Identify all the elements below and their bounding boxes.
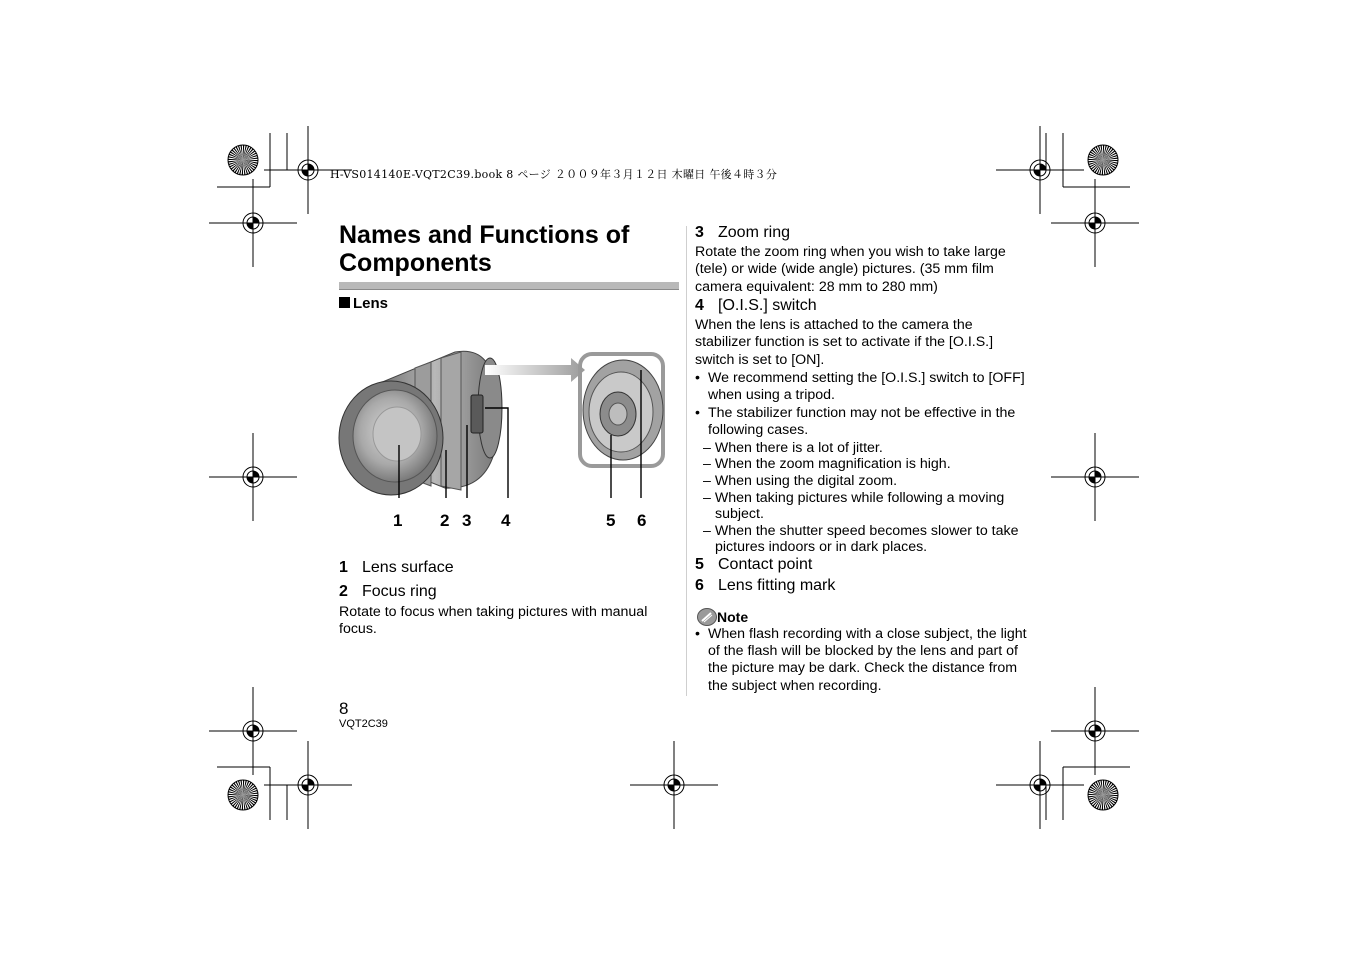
note-heading xyxy=(697,608,748,626)
item-label: [O.I.S.] switch xyxy=(718,297,817,314)
registration-crosshair xyxy=(996,741,1084,829)
focus-ring-description: Rotate to focus when taking pictures with manual focus. xyxy=(339,604,648,638)
item-number: 3 xyxy=(695,224,704,241)
item-number: 1 xyxy=(339,559,348,576)
case-item: – When using the digital zoom. xyxy=(703,473,898,489)
registration-crosshair xyxy=(630,741,718,829)
callout-6: 6 xyxy=(637,511,647,530)
item-number: 2 xyxy=(339,583,348,600)
item-lens-surface xyxy=(339,559,454,577)
lens-illustration xyxy=(335,340,675,540)
file-header-line: H-VS014140E-VQT2C39.book 8 ページ ２００９年３月１２日 木曜日 午後４時３分 xyxy=(330,168,778,181)
section-heading-label: Lens xyxy=(353,295,389,312)
item-number: 4 xyxy=(695,297,704,314)
bullet-dot-icon: • xyxy=(695,405,700,421)
callout-4: 4 xyxy=(501,511,511,530)
item-zoom-ring xyxy=(695,224,790,242)
note-label: Note xyxy=(717,609,749,625)
square-bullet-icon xyxy=(339,297,350,308)
section-heading xyxy=(339,295,388,312)
column-divider xyxy=(686,226,687,696)
registration-crosshair xyxy=(1051,687,1139,775)
case-item: – When the zoom magnification is high. xyxy=(703,456,951,472)
case-item: – When taking pictures while following a moving subject. xyxy=(703,490,1005,523)
registration-crosshair xyxy=(209,433,297,521)
registration-starburst xyxy=(228,780,258,810)
registration-crosshair xyxy=(1051,433,1139,521)
ois-bullet: • The stabilizer function may not be effective in the following cases. xyxy=(695,405,1016,439)
item-label: Zoom ring xyxy=(718,224,791,241)
callout-2: 2 xyxy=(440,511,450,530)
zoom-ring-description: Rotate the zoom ring when you wish to take large (tele) or wide (wide angle) pictures. (35 mm film camera equivalent: 28 mm to 280 mm) xyxy=(695,244,1006,295)
ois-bullet: • We recommend setting the [O.I.S.] switch to [OFF] when using a tripod. xyxy=(695,370,1025,404)
item-contact-point xyxy=(695,556,812,574)
callout-3: 3 xyxy=(462,511,472,530)
registration-crosshair xyxy=(209,179,297,267)
note-pencil-icon xyxy=(697,608,717,626)
item-lens-fitting-mark xyxy=(695,577,835,595)
item-label: Lens surface xyxy=(362,559,454,576)
page-title: Names and Functions of Components xyxy=(339,221,630,277)
item-label: Contact point xyxy=(718,556,813,573)
case-item: – When the shutter speed becomes slower to take pictures indoors or in dark places. xyxy=(703,523,1019,556)
bullet-dot-icon: • xyxy=(695,370,700,386)
item-ois-switch xyxy=(695,297,817,315)
ois-description: When the lens is attached to the camera the stabilizer function is set to activate if the [O.I.S.] switch is set to [ON]. xyxy=(695,317,994,368)
registration-crosshair xyxy=(209,687,297,775)
case-item: – When there is a lot of jitter. xyxy=(703,440,883,456)
callout-5: 5 xyxy=(606,511,616,530)
note-bullet: • When flash recording with a close subject, the light of the flash will be blocked by the lens and part of the picture may be dark. Check the distance from the subject when recording. xyxy=(695,626,1027,694)
model-code: VQT2C39 xyxy=(339,718,388,730)
title-underline xyxy=(339,282,679,290)
registration-crosshair xyxy=(264,741,352,829)
registration-crosshair xyxy=(996,126,1084,214)
registration-starburst xyxy=(1088,145,1118,175)
item-number: 5 xyxy=(695,556,704,573)
item-label: Focus ring xyxy=(362,583,437,600)
item-label: Lens fitting mark xyxy=(718,577,836,594)
registration-starburst xyxy=(1088,780,1118,810)
registration-starburst xyxy=(228,145,258,175)
item-number: 6 xyxy=(695,577,704,594)
item-focus-ring xyxy=(339,583,437,601)
bullet-dot-icon: • xyxy=(695,626,700,642)
registration-crosshair xyxy=(1051,179,1139,267)
callout-1: 1 xyxy=(393,511,403,530)
page-number: 8 xyxy=(339,699,349,718)
